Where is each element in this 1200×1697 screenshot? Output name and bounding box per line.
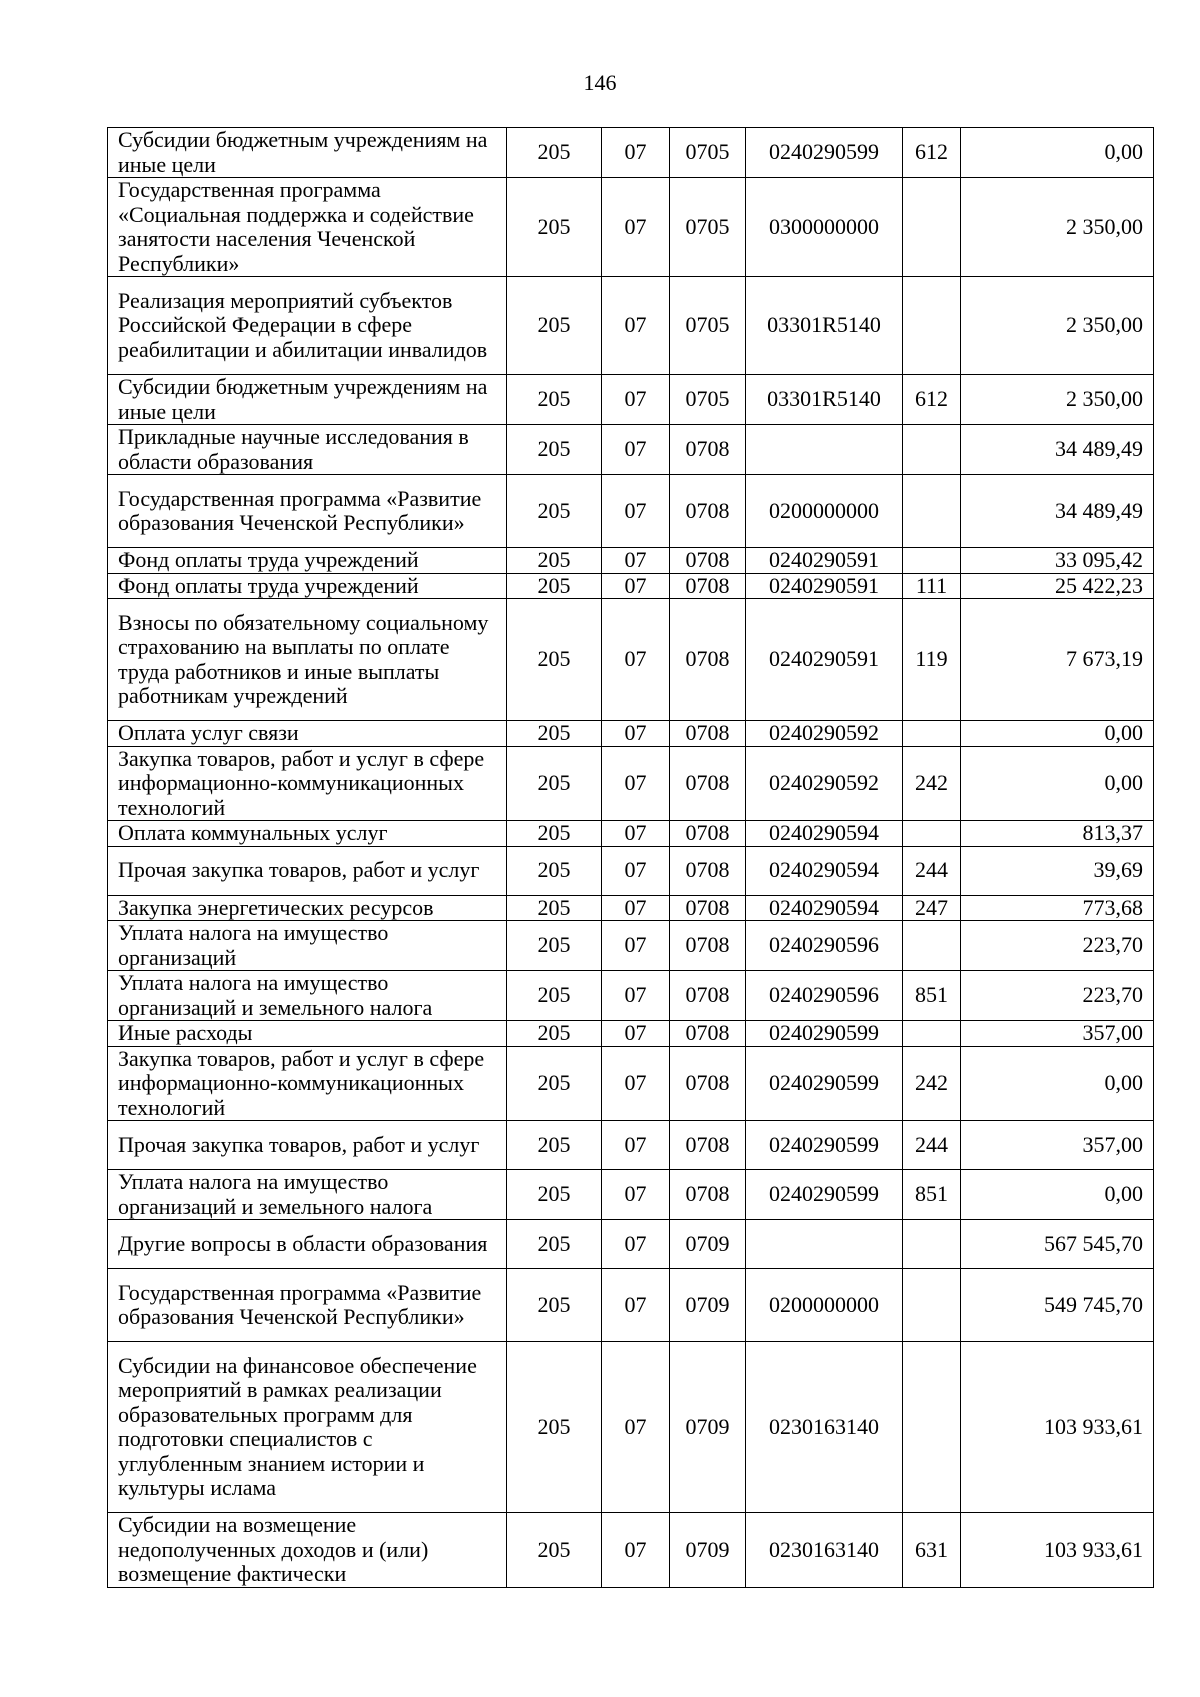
row-name: Закупка товаров, работ и услуг в сфере информационно-коммуникационных технологий xyxy=(108,746,507,821)
row-section-code: 07 xyxy=(602,1021,670,1047)
row-subsection-code: 0708 xyxy=(670,1121,746,1170)
table-row xyxy=(108,1170,1154,1220)
row-name: Фонд оплаты труда учреждений xyxy=(108,573,507,599)
row-section-code: 07 xyxy=(602,128,670,178)
row-subsection-code: 0709 xyxy=(670,1220,746,1269)
row-ministry-code: 205 xyxy=(507,277,602,375)
row-target-article-code: 0240290591 xyxy=(746,548,903,574)
row-amount: 813,37 xyxy=(961,821,1154,847)
row-amount: 39,69 xyxy=(961,846,1154,895)
row-subsection-code: 0708 xyxy=(670,746,746,821)
row-amount: 103 933,61 xyxy=(961,1342,1154,1513)
page-number: 146 xyxy=(583,70,617,95)
table-row xyxy=(108,475,1154,548)
row-target-article-code: 0240290591 xyxy=(746,599,903,721)
row-subsection-code: 0709 xyxy=(670,1513,746,1588)
table-row xyxy=(108,599,1154,721)
table-row xyxy=(108,548,1154,574)
row-amount: 567 545,70 xyxy=(961,1220,1154,1269)
table-row xyxy=(108,178,1154,277)
row-ministry-code: 205 xyxy=(507,475,602,548)
row-ministry-code: 205 xyxy=(507,128,602,178)
row-name: Оплата коммунальных услуг xyxy=(108,821,507,847)
row-name: Государственная программа «Развитие образования Чеченской Республики» xyxy=(108,1269,507,1342)
row-amount: 25 422,23 xyxy=(961,573,1154,599)
row-section-code: 07 xyxy=(602,599,670,721)
row-expense-type-code: 242 xyxy=(903,1046,961,1121)
row-section-code: 07 xyxy=(602,1269,670,1342)
table-row xyxy=(108,375,1154,425)
budget-table xyxy=(107,127,1154,1588)
row-amount: 34 489,49 xyxy=(961,475,1154,548)
row-amount: 0,00 xyxy=(961,1046,1154,1121)
row-section-code: 07 xyxy=(602,178,670,277)
row-ministry-code: 205 xyxy=(507,599,602,721)
row-amount: 0,00 xyxy=(961,721,1154,747)
table-row xyxy=(108,1021,1154,1047)
row-amount: 0,00 xyxy=(961,128,1154,178)
row-section-code: 07 xyxy=(602,475,670,548)
table-row xyxy=(108,1342,1154,1513)
row-target-article-code: 0240290599 xyxy=(746,128,903,178)
row-name: Уплата налога на имущество организаций xyxy=(108,921,507,971)
row-section-code: 07 xyxy=(602,1170,670,1220)
row-expense-type-code: 119 xyxy=(903,599,961,721)
row-name: Прочая закупка товаров, работ и услуг xyxy=(108,1121,507,1170)
table-row xyxy=(108,846,1154,895)
row-subsection-code: 0708 xyxy=(670,821,746,847)
row-section-code: 07 xyxy=(602,1513,670,1588)
row-section-code: 07 xyxy=(602,277,670,375)
row-name: Прочая закупка товаров, работ и услуг xyxy=(108,846,507,895)
row-target-article-code: 03301R5140 xyxy=(746,375,903,425)
row-amount: 33 095,42 xyxy=(961,548,1154,574)
row-ministry-code: 205 xyxy=(507,721,602,747)
row-target-article-code xyxy=(746,425,903,475)
row-section-code: 07 xyxy=(602,375,670,425)
table-row xyxy=(108,1121,1154,1170)
row-name: Субсидии бюджетным учреждениям на иные цели xyxy=(108,128,507,178)
row-name: Прикладные научные исследования в области образования xyxy=(108,425,507,475)
row-target-article-code: 0240290594 xyxy=(746,846,903,895)
table-row xyxy=(108,1269,1154,1342)
table-row xyxy=(108,128,1154,178)
row-ministry-code: 205 xyxy=(507,1513,602,1588)
row-ministry-code: 205 xyxy=(507,1021,602,1047)
row-name: Уплата налога на имущество организаций и земельного налога xyxy=(108,971,507,1021)
row-target-article-code: 0240290592 xyxy=(746,746,903,821)
row-subsection-code: 0705 xyxy=(670,178,746,277)
table-body xyxy=(108,128,1154,1588)
row-expense-type-code: 851 xyxy=(903,1170,961,1220)
row-expense-type-code xyxy=(903,1021,961,1047)
row-expense-type-code xyxy=(903,548,961,574)
row-expense-type-code: 244 xyxy=(903,1121,961,1170)
table-row xyxy=(108,971,1154,1021)
row-expense-type-code xyxy=(903,1269,961,1342)
row-target-article-code: 0200000000 xyxy=(746,475,903,548)
row-ministry-code: 205 xyxy=(507,921,602,971)
row-expense-type-code xyxy=(903,277,961,375)
row-expense-type-code xyxy=(903,425,961,475)
row-target-article-code: 0240290599 xyxy=(746,1170,903,1220)
row-expense-type-code xyxy=(903,1220,961,1269)
row-target-article-code: 0240290599 xyxy=(746,1021,903,1047)
row-ministry-code: 205 xyxy=(507,1269,602,1342)
row-subsection-code: 0708 xyxy=(670,425,746,475)
row-section-code: 07 xyxy=(602,1342,670,1513)
row-subsection-code: 0709 xyxy=(670,1269,746,1342)
row-name: Фонд оплаты труда учреждений xyxy=(108,548,507,574)
row-name: Другие вопросы в области образования xyxy=(108,1220,507,1269)
row-name: Государственная программа «Социальная поддержка и содействие занятости населения Чеченской Республики» xyxy=(108,178,507,277)
row-target-article-code: 0240290599 xyxy=(746,1046,903,1121)
row-ministry-code: 205 xyxy=(507,1342,602,1513)
row-subsection-code: 0708 xyxy=(670,599,746,721)
row-target-article-code: 0300000000 xyxy=(746,178,903,277)
row-amount: 34 489,49 xyxy=(961,425,1154,475)
row-section-code: 07 xyxy=(602,573,670,599)
row-section-code: 07 xyxy=(602,821,670,847)
row-name: Взносы по обязательному социальному страхованию на выплаты по оплате труда работников и иные выплаты работникам учреждений xyxy=(108,599,507,721)
row-subsection-code: 0708 xyxy=(670,573,746,599)
table-row xyxy=(108,746,1154,821)
row-ministry-code: 205 xyxy=(507,846,602,895)
row-expense-type-code: 247 xyxy=(903,895,961,921)
row-amount: 2 350,00 xyxy=(961,375,1154,425)
row-expense-type-code: 612 xyxy=(903,375,961,425)
table-row xyxy=(108,921,1154,971)
row-amount: 357,00 xyxy=(961,1121,1154,1170)
row-subsection-code: 0708 xyxy=(670,895,746,921)
row-target-article-code: 0240290592 xyxy=(746,721,903,747)
table-row xyxy=(108,895,1154,921)
row-target-article-code xyxy=(746,1220,903,1269)
row-target-article-code: 0240290591 xyxy=(746,573,903,599)
row-target-article-code: 0240290594 xyxy=(746,895,903,921)
row-target-article-code: 0240290599 xyxy=(746,1121,903,1170)
row-expense-type-code xyxy=(903,921,961,971)
row-subsection-code: 0708 xyxy=(670,475,746,548)
row-subsection-code: 0708 xyxy=(670,846,746,895)
row-amount: 223,70 xyxy=(961,971,1154,1021)
row-name: Уплата налога на имущество организаций и земельного налога xyxy=(108,1170,507,1220)
row-target-article-code: 0240290596 xyxy=(746,921,903,971)
table-row xyxy=(108,425,1154,475)
row-name: Субсидии на возмещение недополученных доходов и (или) возмещение фактически xyxy=(108,1513,507,1588)
table-row xyxy=(108,721,1154,747)
row-target-article-code: 0230163140 xyxy=(746,1513,903,1588)
row-amount: 103 933,61 xyxy=(961,1513,1154,1588)
row-expense-type-code xyxy=(903,721,961,747)
row-name: Субсидии на финансовое обеспечение мероприятий в рамках реализации образовательных программ для подготовки специалистов с углубленным знанием истории и культуры ислама xyxy=(108,1342,507,1513)
row-amount: 2 350,00 xyxy=(961,178,1154,277)
row-name: Субсидии бюджетным учреждениям на иные цели xyxy=(108,375,507,425)
row-ministry-code: 205 xyxy=(507,895,602,921)
row-amount: 773,68 xyxy=(961,895,1154,921)
row-section-code: 07 xyxy=(602,1121,670,1170)
row-section-code: 07 xyxy=(602,1220,670,1269)
row-ministry-code: 205 xyxy=(507,821,602,847)
row-subsection-code: 0708 xyxy=(670,1021,746,1047)
row-ministry-code: 205 xyxy=(507,746,602,821)
row-subsection-code: 0708 xyxy=(670,1170,746,1220)
row-section-code: 07 xyxy=(602,721,670,747)
row-target-article-code: 0240290596 xyxy=(746,971,903,1021)
row-expense-type-code: 612 xyxy=(903,128,961,178)
row-name: Закупка товаров, работ и услуг в сфере информационно-коммуникационных технологий xyxy=(108,1046,507,1121)
row-subsection-code: 0708 xyxy=(670,1046,746,1121)
row-target-article-code: 0230163140 xyxy=(746,1342,903,1513)
row-name: Государственная программа «Развитие образования Чеченской Республики» xyxy=(108,475,507,548)
row-subsection-code: 0705 xyxy=(670,128,746,178)
row-section-code: 07 xyxy=(602,746,670,821)
row-expense-type-code xyxy=(903,475,961,548)
row-expense-type-code: 111 xyxy=(903,573,961,599)
row-ministry-code: 205 xyxy=(507,425,602,475)
row-expense-type-code: 631 xyxy=(903,1513,961,1588)
row-subsection-code: 0708 xyxy=(670,971,746,1021)
table-row xyxy=(108,1046,1154,1121)
row-ministry-code: 205 xyxy=(507,1220,602,1269)
row-amount: 549 745,70 xyxy=(961,1269,1154,1342)
row-ministry-code: 205 xyxy=(507,1046,602,1121)
row-expense-type-code xyxy=(903,821,961,847)
row-section-code: 07 xyxy=(602,846,670,895)
row-subsection-code: 0708 xyxy=(670,548,746,574)
row-expense-type-code: 851 xyxy=(903,971,961,1021)
row-section-code: 07 xyxy=(602,1046,670,1121)
row-name: Реализация мероприятий субъектов Российской Федерации в сфере реабилитации и абилитации инвалидов xyxy=(108,277,507,375)
row-ministry-code: 205 xyxy=(507,375,602,425)
row-section-code: 07 xyxy=(602,971,670,1021)
row-expense-type-code xyxy=(903,178,961,277)
row-amount: 0,00 xyxy=(961,746,1154,821)
row-amount: 0,00 xyxy=(961,1170,1154,1220)
table-row xyxy=(108,1220,1154,1269)
row-name: Оплата услуг связи xyxy=(108,721,507,747)
row-ministry-code: 205 xyxy=(507,573,602,599)
row-section-code: 07 xyxy=(602,425,670,475)
row-subsection-code: 0705 xyxy=(670,277,746,375)
row-amount: 357,00 xyxy=(961,1021,1154,1047)
table-row xyxy=(108,573,1154,599)
row-section-code: 07 xyxy=(602,921,670,971)
row-amount: 7 673,19 xyxy=(961,599,1154,721)
table-row xyxy=(108,277,1154,375)
row-ministry-code: 205 xyxy=(507,548,602,574)
row-ministry-code: 205 xyxy=(507,1121,602,1170)
row-expense-type-code: 244 xyxy=(903,846,961,895)
row-name: Закупка энергетических ресурсов xyxy=(108,895,507,921)
row-ministry-code: 205 xyxy=(507,1170,602,1220)
row-target-article-code: 0240290594 xyxy=(746,821,903,847)
row-subsection-code: 0705 xyxy=(670,375,746,425)
row-expense-type-code xyxy=(903,1342,961,1513)
row-subsection-code: 0709 xyxy=(670,1342,746,1513)
table-row xyxy=(108,1513,1154,1588)
row-section-code: 07 xyxy=(602,548,670,574)
row-ministry-code: 205 xyxy=(507,178,602,277)
row-amount: 2 350,00 xyxy=(961,277,1154,375)
row-subsection-code: 0708 xyxy=(670,721,746,747)
row-ministry-code: 205 xyxy=(507,971,602,1021)
table-row xyxy=(108,821,1154,847)
row-amount: 223,70 xyxy=(961,921,1154,971)
row-target-article-code: 03301R5140 xyxy=(746,277,903,375)
row-subsection-code: 0708 xyxy=(670,921,746,971)
row-expense-type-code: 242 xyxy=(903,746,961,821)
row-section-code: 07 xyxy=(602,895,670,921)
row-target-article-code: 0200000000 xyxy=(746,1269,903,1342)
row-name: Иные расходы xyxy=(108,1021,507,1047)
